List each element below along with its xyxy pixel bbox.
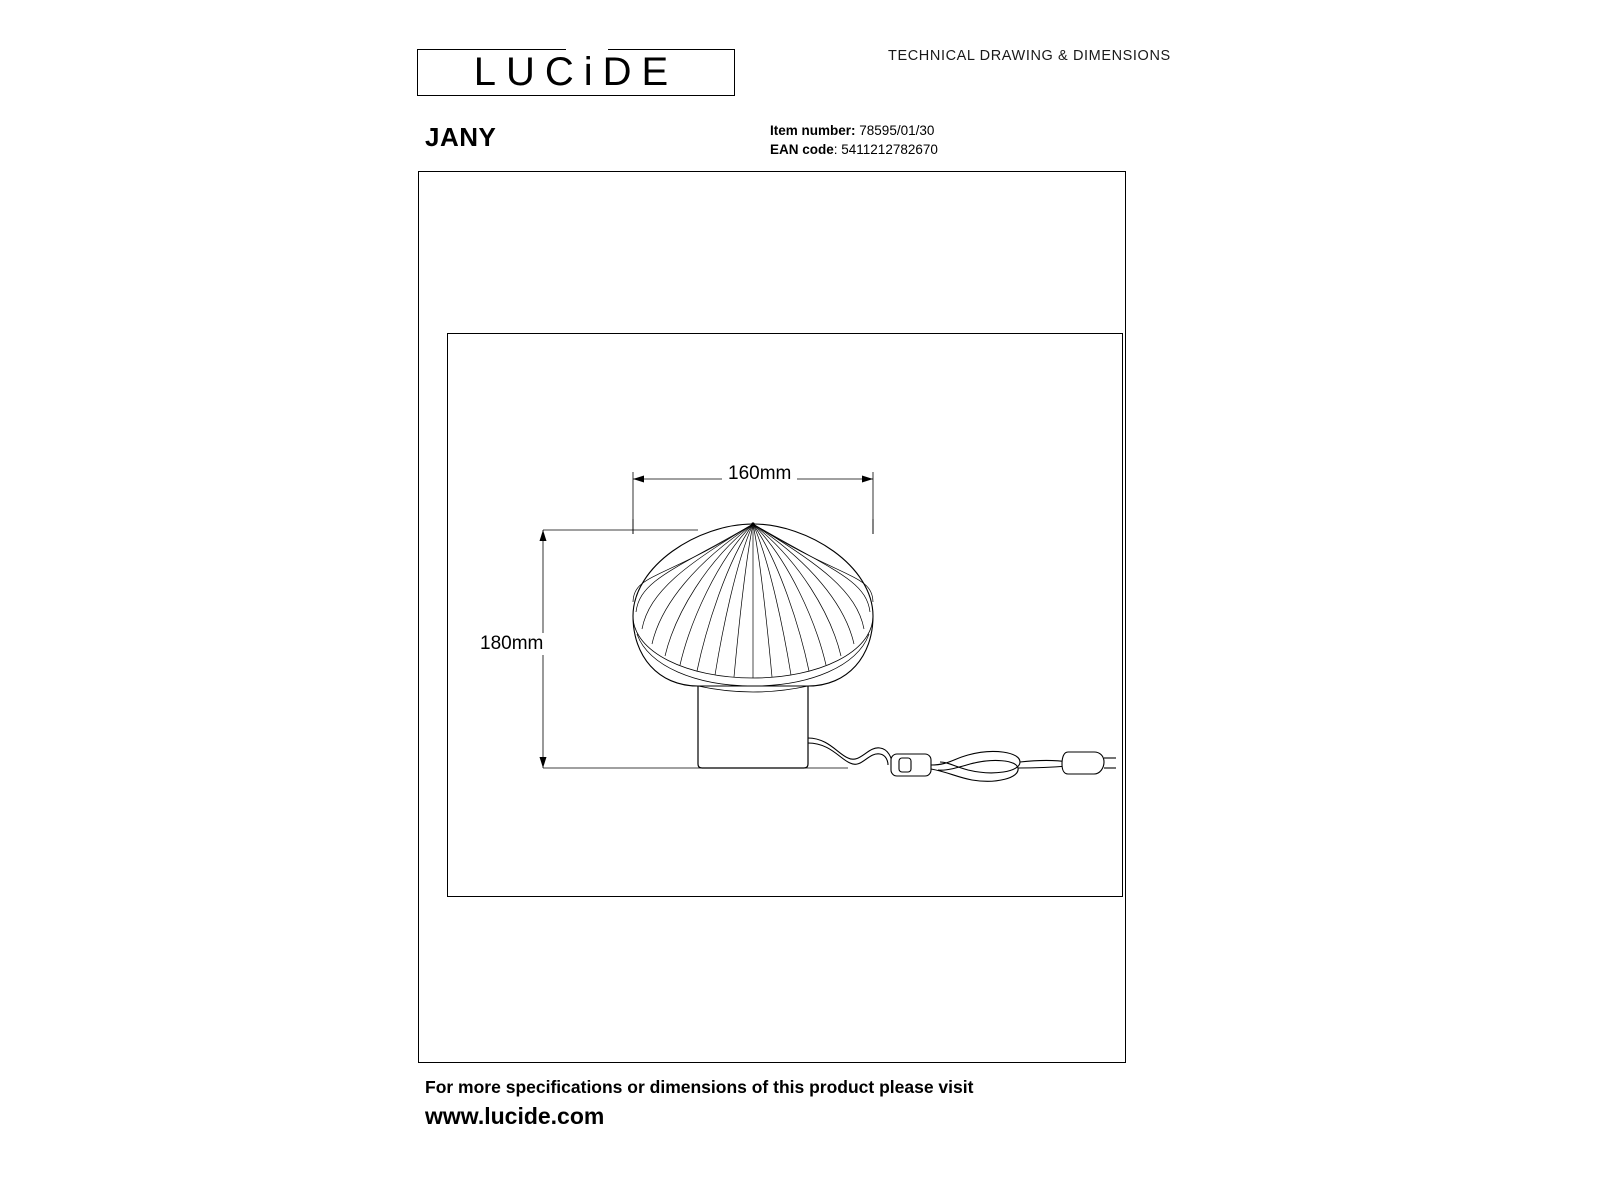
shade-apex-point xyxy=(751,522,754,525)
brand-logo-box xyxy=(417,49,735,96)
product-name: JANY xyxy=(425,122,497,152)
power-cord xyxy=(808,738,892,765)
item-number-label: Item number: xyxy=(770,123,856,138)
brand-logo-text: LUCiDE xyxy=(473,50,679,94)
item-number-value: 78595/01/30 xyxy=(859,123,935,138)
item-number-row xyxy=(770,121,938,140)
product-meta xyxy=(770,121,938,159)
ean-code-label: EAN code xyxy=(770,142,834,157)
cord-bow xyxy=(931,751,1068,781)
technical-drawing-frame xyxy=(447,333,1123,897)
height-dimension-label: 180mm xyxy=(474,633,549,655)
footer-website-link[interactable]: www.lucide.com xyxy=(425,1103,605,1129)
lamp-base xyxy=(698,684,808,768)
document-title: TECHNICAL DRAWING & DIMENSIONS xyxy=(888,48,1171,64)
euro-plug xyxy=(1062,752,1116,774)
width-dimension-label: 160mm xyxy=(722,463,797,485)
ean-code-value: : 5411212782670 xyxy=(833,142,938,157)
ean-code-row xyxy=(770,140,938,159)
technical-drawing-svg xyxy=(448,334,1123,897)
footer-text: For more specifications or dimensions of this product please visit xyxy=(425,1077,974,1097)
inline-switch xyxy=(891,754,931,776)
